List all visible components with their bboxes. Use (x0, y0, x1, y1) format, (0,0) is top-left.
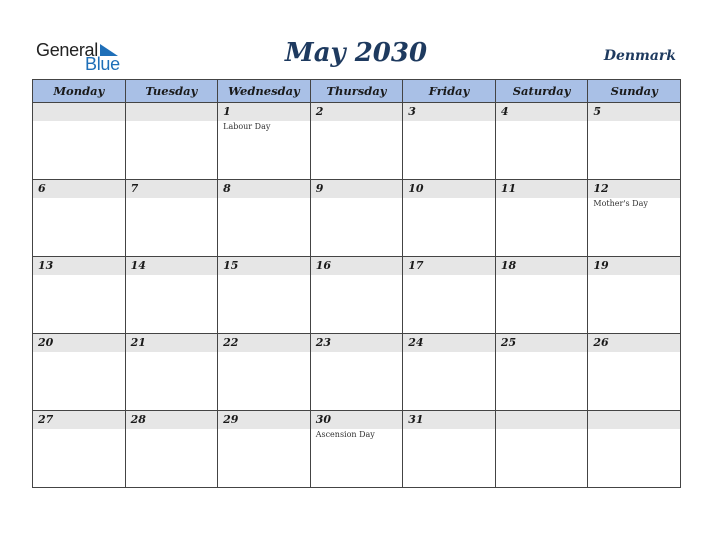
calendar-body (33, 103, 681, 488)
week-row (33, 180, 681, 257)
day-cell (310, 180, 403, 257)
day-cell (403, 334, 496, 411)
day-cell (33, 103, 126, 180)
day-cell (403, 411, 496, 488)
day-cell (125, 257, 218, 334)
day-number: 3 (408, 105, 416, 118)
weekday-header-row (33, 80, 681, 103)
day-number: 20 (38, 336, 54, 349)
day-cell (33, 334, 126, 411)
day-number: 1 (223, 105, 231, 118)
day-number: 2 (315, 105, 324, 118)
day-number-band (218, 334, 310, 352)
day-number-band (33, 411, 125, 429)
holiday-label: Ascension Day (315, 430, 375, 439)
day-cell (125, 334, 218, 411)
day-number: 21 (130, 336, 146, 349)
weekday-header: Sunday (588, 80, 681, 103)
day-cell (495, 411, 588, 488)
day-cell (310, 411, 403, 488)
weekday-header: Thursday (310, 80, 403, 103)
holiday-label: Mother's Day (593, 199, 648, 208)
day-number: 9 (315, 182, 324, 195)
week-row (33, 334, 681, 411)
day-number-band (496, 257, 588, 275)
day-number: 15 (223, 259, 239, 272)
country-label: Denmark (603, 48, 676, 64)
day-number: 7 (130, 182, 139, 195)
day-number-band (588, 411, 680, 429)
day-number-band (218, 411, 310, 429)
day-number: 6 (38, 182, 46, 195)
day-number: 31 (408, 413, 424, 426)
day-number-band (588, 103, 680, 121)
day-cell (218, 180, 311, 257)
day-number: 28 (130, 413, 146, 426)
day-number-band (126, 334, 218, 352)
day-cell (495, 180, 588, 257)
day-cell (588, 257, 681, 334)
holiday-label: Labour Day (223, 122, 271, 131)
day-number: 8 (223, 182, 231, 195)
week-row (33, 411, 681, 488)
day-number: 13 (38, 259, 54, 272)
weekday-header: Friday (403, 80, 496, 103)
day-number-band (126, 103, 218, 121)
day-cell (218, 334, 311, 411)
page-title: May 2030 (284, 38, 428, 68)
day-cell (495, 257, 588, 334)
day-number-band (218, 257, 310, 275)
logo-word-general: General (36, 40, 98, 60)
weekday-header: Monday (33, 80, 126, 103)
day-cell (495, 334, 588, 411)
day-number-band (33, 334, 125, 352)
day-cell (588, 411, 681, 488)
weekday-header: Saturday (495, 80, 588, 103)
day-number-band (496, 103, 588, 121)
weekday-header: Tuesday (125, 80, 218, 103)
day-number-band (403, 103, 495, 121)
day-cell (310, 103, 403, 180)
day-number: 27 (38, 413, 54, 426)
day-number-band (496, 180, 588, 198)
day-cell (125, 180, 218, 257)
day-number-band (126, 411, 218, 429)
day-number: 30 (315, 413, 331, 426)
day-number-band (588, 180, 680, 198)
day-number: 11 (500, 182, 517, 195)
weekday-header: Wednesday (218, 80, 311, 103)
day-number: 19 (593, 259, 609, 272)
day-number-band (126, 257, 218, 275)
day-cell (588, 180, 681, 257)
day-number-band (496, 334, 588, 352)
day-number: 5 (593, 105, 602, 118)
day-number: 10 (408, 182, 424, 195)
day-number: 12 (593, 182, 609, 195)
week-row (33, 103, 681, 180)
day-cell (495, 103, 588, 180)
day-number-band (218, 180, 310, 198)
day-number-band (218, 103, 310, 121)
day-cell (403, 103, 496, 180)
day-number: 29 (223, 413, 239, 426)
day-cell (218, 103, 311, 180)
day-cell (125, 103, 218, 180)
day-cell (33, 180, 126, 257)
day-number-band (496, 411, 588, 429)
day-number: 26 (593, 336, 609, 349)
day-cell (33, 411, 126, 488)
day-number-band (311, 180, 403, 198)
day-number-band (403, 257, 495, 275)
day-number-band (311, 411, 403, 429)
day-number: 24 (408, 336, 424, 349)
day-number-band (33, 257, 125, 275)
day-number-band (126, 180, 218, 198)
day-cell (218, 257, 311, 334)
day-number-band (588, 257, 680, 275)
day-number: 14 (130, 259, 146, 272)
day-number-band (33, 180, 125, 198)
day-number-band (403, 180, 495, 198)
logo-word-blue: Blue (85, 54, 120, 74)
day-number: 17 (408, 259, 424, 272)
day-number: 25 (500, 336, 517, 349)
day-cell (310, 257, 403, 334)
day-number: 16 (315, 259, 331, 272)
calendar-grid (32, 79, 681, 488)
day-number-band (403, 334, 495, 352)
day-cell (588, 334, 681, 411)
day-number-band (403, 411, 495, 429)
day-cell (403, 180, 496, 257)
day-number: 4 (500, 105, 509, 118)
day-number-band (311, 334, 403, 352)
day-number: 22 (223, 336, 239, 349)
day-cell (33, 257, 126, 334)
week-row (33, 257, 681, 334)
day-number-band (311, 257, 403, 275)
day-number: 18 (500, 259, 517, 272)
day-cell (588, 103, 681, 180)
day-number-band (311, 103, 403, 121)
day-number: 23 (315, 336, 331, 349)
day-number-band (33, 103, 125, 121)
day-cell (218, 411, 311, 488)
day-cell (403, 257, 496, 334)
day-number-band (588, 334, 680, 352)
day-cell (125, 411, 218, 488)
day-cell (310, 334, 403, 411)
